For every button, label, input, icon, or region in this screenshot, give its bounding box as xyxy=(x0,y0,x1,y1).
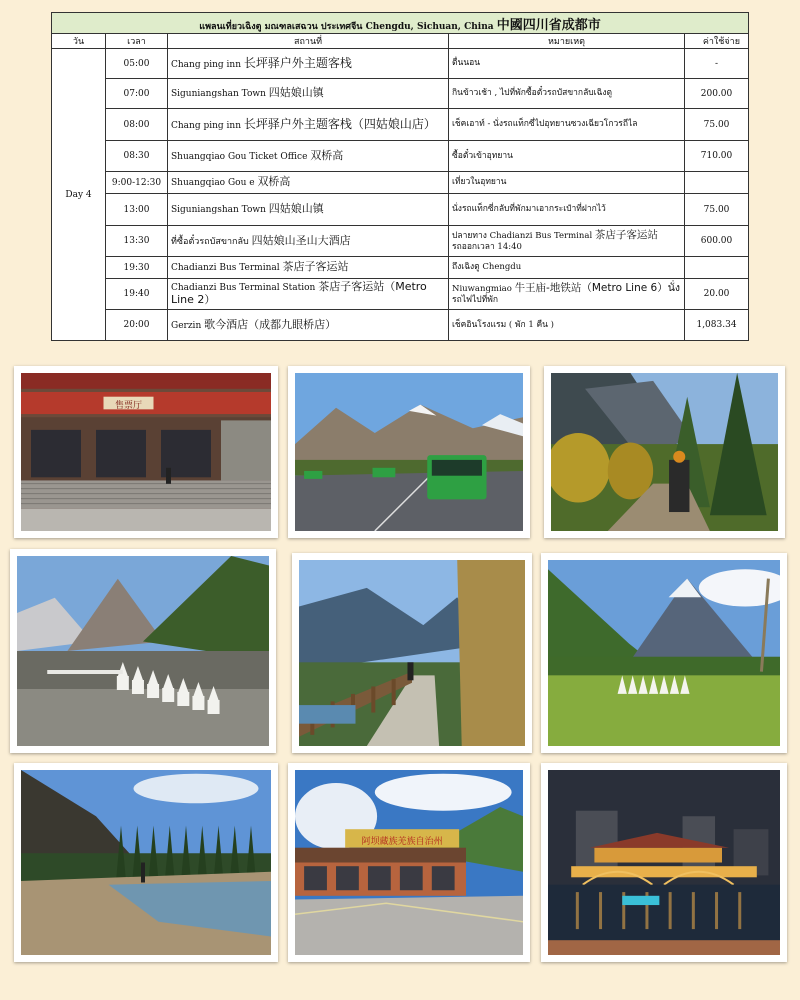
time-text: 9:00-12:30 xyxy=(111,177,162,188)
time-text: 19:30 xyxy=(123,262,150,273)
note-cell xyxy=(449,194,685,226)
photo-wooden-boardwalk xyxy=(292,553,532,753)
cost-text: 200.00 xyxy=(700,88,733,99)
note-text: Niuwangmiao xyxy=(452,283,512,294)
place-cell xyxy=(168,79,449,109)
note-cell xyxy=(449,79,685,109)
itinerary-table xyxy=(51,12,749,341)
col-cost: ค่าใช้จ่าย xyxy=(685,34,749,49)
cost-cell xyxy=(685,226,749,257)
photo-bus-ticket-hall xyxy=(14,366,278,538)
cost-cell xyxy=(685,141,749,172)
time-cell xyxy=(106,109,168,141)
cost-cell xyxy=(685,310,749,341)
photo-autumn-forest-hiker xyxy=(544,366,785,538)
note-text: ตื่นนอน xyxy=(452,58,481,68)
photo-image xyxy=(21,373,271,531)
photo-image xyxy=(21,770,271,955)
svg-text:售票厅: 售票厅 xyxy=(114,400,143,411)
place-cn: 长坪驿户外主题客栈（四姑娘山店） xyxy=(243,116,436,131)
photo-white-stupas-mountain xyxy=(10,549,276,753)
itinerary-sheet xyxy=(51,12,748,341)
note-cell xyxy=(449,279,685,310)
note-cn: 茶店子客运站 xyxy=(594,228,658,241)
place-en: Chang ping inn xyxy=(171,120,241,131)
svg-text:阿坝藏族羌族自治州: 阿坝藏族羌族自治州 xyxy=(361,837,443,847)
place-en: Chang ping inn xyxy=(171,59,241,70)
table-row xyxy=(52,172,749,194)
photo-chadianzi-terminal xyxy=(288,763,530,962)
header-row xyxy=(52,34,749,49)
time-cell xyxy=(106,310,168,341)
photo-valley-road-bus xyxy=(288,366,530,538)
time-text: 13:00 xyxy=(123,204,150,215)
place-cn: 四姑娘山镇 xyxy=(268,86,324,99)
place-en: Gerzin xyxy=(171,320,202,331)
place-en: Shuangqiao Gou e xyxy=(171,178,255,188)
time-text: 08:30 xyxy=(123,151,150,161)
place-cell xyxy=(168,141,449,172)
photo-image xyxy=(295,373,523,531)
col-time: เวลา xyxy=(106,34,168,49)
table-row xyxy=(52,310,749,341)
time-text: 19:40 xyxy=(123,289,150,299)
table-row xyxy=(52,79,749,109)
note-cell xyxy=(449,109,685,141)
place-cn: 茶店子客运站（Metro Line 2） xyxy=(171,280,427,306)
place-en: Chadianzi Bus Terminal Station xyxy=(171,283,316,293)
photo-image xyxy=(551,373,778,531)
cost-text: - xyxy=(714,58,719,69)
place-cn: 长坪驿户外主题客栈 xyxy=(243,55,352,70)
place-cn: 歌今酒店（成都九眼桥店） xyxy=(204,317,337,331)
note-text: เช็คเอาท์ - นั่งรถแท็กซี่ไปอุทยานซวงเฉียวโกวรถีไล xyxy=(452,119,638,129)
place-cn: 双桥高 xyxy=(257,175,291,188)
table-title xyxy=(52,13,749,34)
place-cell xyxy=(168,226,449,257)
table-row xyxy=(52,279,749,310)
place-cn: 四姑娘山镇 xyxy=(268,202,324,215)
place-en: ที่ซื้อตั๋วรถบัสขากลับ xyxy=(171,236,249,247)
photo-image xyxy=(548,560,780,746)
note-text: นั่งรถแท็กซี่กลับที่พักมาเอากระเป๋าที่ฝากไว้ xyxy=(452,204,606,214)
photo-image xyxy=(295,770,523,955)
photo-river-valley-pines xyxy=(14,763,278,962)
time-cell xyxy=(106,279,168,310)
note-text: ปลายทาง Chadianzi Bus Terminal xyxy=(452,230,593,241)
cost-cell xyxy=(685,49,749,79)
cost-cell xyxy=(685,194,749,226)
photo-image xyxy=(17,556,269,746)
place-en: Siguniangshan Town xyxy=(171,89,266,99)
photo-image xyxy=(299,560,525,746)
time-cell xyxy=(106,79,168,109)
note-cn: 牛王庙-地铁站（Metro Line 6）นั่ง xyxy=(514,281,681,294)
cost-text: 20.00 xyxy=(703,289,730,299)
cost-text: 710.00 xyxy=(700,151,733,161)
table-row xyxy=(52,226,749,257)
col-day: วัน xyxy=(52,34,106,49)
time-text: 20:00 xyxy=(123,320,150,330)
cost-text: 1,083.34 xyxy=(696,320,737,330)
table-row xyxy=(52,194,749,226)
title-thai: แพลนเที่ยวเฉิงตู มณฑลเสฉวน ประเทศจีน xyxy=(199,21,363,32)
time-text: 08:00 xyxy=(123,119,150,130)
time-cell xyxy=(106,226,168,257)
place-cell xyxy=(168,310,449,341)
place-en: Shuangqiao Gou Ticket Office xyxy=(171,151,308,162)
place-cn: 双桥高 xyxy=(310,148,344,162)
note-text: ถึงเฉิงตู Chengdu xyxy=(452,262,522,272)
table-row xyxy=(52,257,749,279)
note-cell xyxy=(449,310,685,341)
note-cell xyxy=(449,257,685,279)
place-en: Chadianzi Bus Terminal xyxy=(171,263,280,273)
day-cell xyxy=(52,49,106,341)
table-row xyxy=(52,49,749,79)
note-text: เที่ยวในอุทยาน xyxy=(452,177,507,187)
time-text: 13:30 xyxy=(123,236,150,246)
note-cell xyxy=(449,172,685,194)
table-row xyxy=(52,109,749,141)
place-cell xyxy=(168,279,449,310)
note-text: กินข้าวเช้า , ไปที่พักซื้อตั๋วรถบัสขากลับเฉิงตู xyxy=(452,88,613,98)
note-cell xyxy=(449,49,685,79)
cost-cell xyxy=(685,109,749,141)
cost-text: 75.00 xyxy=(703,204,730,215)
note-text: ซื้อตั๋วเข้าอุทยาน xyxy=(452,150,513,161)
note-text: เช็คอินโรงแรม ( พัก 1 คืน ) xyxy=(452,319,554,330)
photo-meadow-stupas-peak xyxy=(541,553,787,753)
time-text: 07:00 xyxy=(123,88,150,99)
photo-image xyxy=(548,770,780,955)
time-cell xyxy=(106,172,168,194)
note-text-2: รถออกเวลา 14:40 xyxy=(452,241,522,252)
cost-cell xyxy=(685,257,749,279)
photo-chengdu-night-bridge xyxy=(541,763,787,962)
place-cell xyxy=(168,109,449,141)
cost-cell xyxy=(685,279,749,310)
time-cell xyxy=(106,194,168,226)
cost-cell xyxy=(685,172,749,194)
col-note: หมายเหตุ xyxy=(449,34,685,49)
day-label: Day 4 xyxy=(65,189,92,200)
place-cell xyxy=(168,49,449,79)
note-cell xyxy=(449,226,685,257)
place-cn: 四姑娘山圣山大酒店 xyxy=(251,233,351,247)
place-cn: 茶店子客运站 xyxy=(282,260,349,273)
cost-text: 600.00 xyxy=(700,236,733,246)
time-cell xyxy=(106,257,168,279)
cost-cell xyxy=(685,79,749,109)
place-en: Siguniangshan Town xyxy=(171,205,266,215)
title-cn: 中國四川省成都市 xyxy=(496,17,601,33)
time-text: 05:00 xyxy=(123,58,150,69)
place-cell xyxy=(168,172,449,194)
col-place: สถานที่ xyxy=(168,34,449,49)
place-cell xyxy=(168,257,449,279)
table-row xyxy=(52,141,749,172)
title-en: Chengdu, Sichuan, China xyxy=(365,21,494,32)
place-cell xyxy=(168,194,449,226)
note-cell xyxy=(449,141,685,172)
time-cell xyxy=(106,141,168,172)
cost-text: 75.00 xyxy=(703,119,730,130)
note-text-2: รถไฟไปที่พัก xyxy=(452,294,499,305)
time-cell xyxy=(106,49,168,79)
